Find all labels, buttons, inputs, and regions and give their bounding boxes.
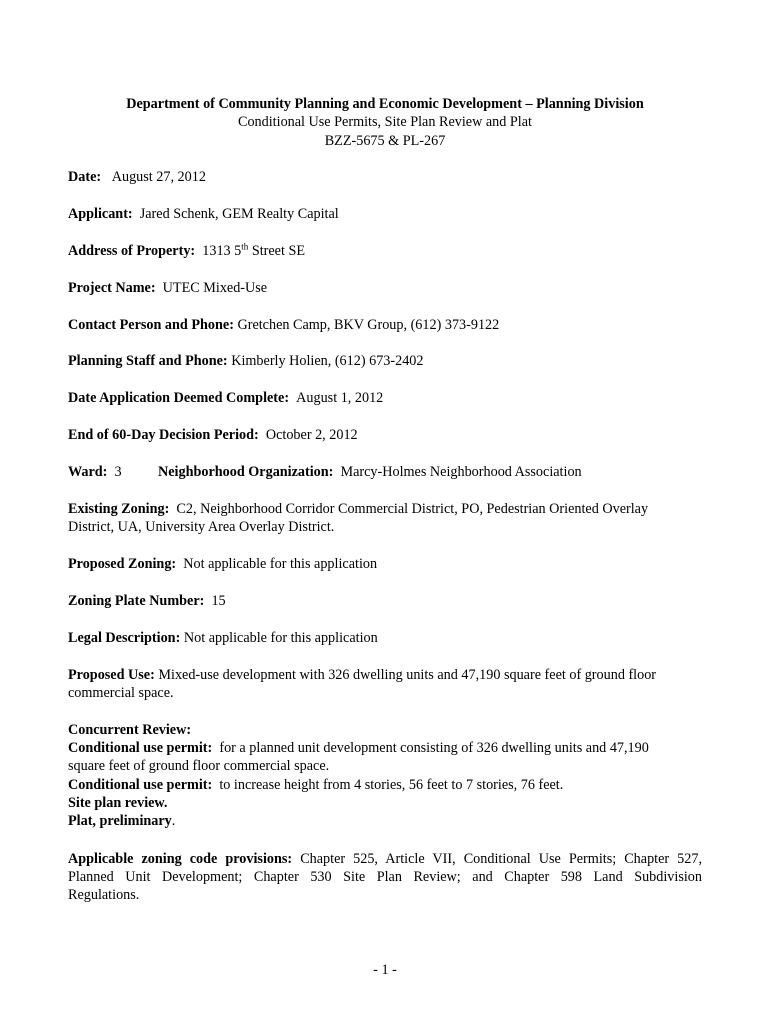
cup1-row [68,739,649,757]
contact-value: Gretchen Camp, BKV Group, (612) 373-9122 [237,317,500,333]
complete-label: Date Application Deemed Complete: [68,390,290,406]
contact-row [68,316,499,334]
existing-zoning-row [68,500,648,518]
neighborhood-value: Marcy-Holmes Neighborhood Association [340,464,582,480]
existing-zoning-line1: C2, Neighborhood Corridor Commercial District, PO, Pedestrian Oriented Overlay [176,501,649,517]
proposed-use-line1: Mixed-use development with 326 dwelling units and 47,190 square feet of ground floor [158,667,657,683]
cup2-label: Conditional use permit: [68,777,213,793]
site-plan-review: Site plan review. [68,795,168,811]
department-title: Department of Community Planning and Economic Development – Planning Division [126,96,644,112]
applicable-line2: Planned Unit Development; Chapter 530 Site Plan Review; and Chapter 598 Land Subdivision [68,869,702,885]
existing-zoning-line2: District, UA, University Area Overlay District. [68,519,335,535]
plat-label: Plat, preliminary [68,813,172,829]
legal-value: Not applicable for this application [183,630,378,646]
proposed-zoning-value: Not applicable for this application [183,556,378,572]
applicable-line1 [68,850,702,868]
neighborhood-row [158,463,582,481]
address-value-post: Street SE [248,243,306,259]
address-label: Address of Property: [68,243,196,259]
legal-row [68,629,378,647]
end60-row [68,426,358,444]
ward-row [68,463,122,481]
address-value-pre: 1313 5 [202,243,242,259]
applicant-row [68,205,339,223]
legal-label: Legal Description: [68,630,181,646]
proposed-use-line2: commercial space. [68,685,174,701]
address-row [68,242,305,260]
cup2-value: to increase height from 4 stories, 56 feet to 7 stories, 76 feet. [219,777,564,793]
proposed-zoning-label: Proposed Zoning: [68,556,177,572]
applicable-line1-text: Chapter 525, Article VII, Conditional Use Permits; Chapter 527, [300,851,703,867]
plat-row [68,812,175,830]
document-subtitle: Conditional Use Permits, Site Plan Review and Plat [238,114,532,130]
ward-label: Ward: [68,464,108,480]
neighborhood-label: Neighborhood Organization: [158,464,334,480]
ward-value: 3 [114,464,122,480]
address-value-sup: th [241,241,249,252]
plate-value: 15 [211,593,226,609]
end60-value: October 2, 2012 [265,427,358,443]
plat-period: . [171,813,176,829]
date-label: Date: [68,169,102,185]
applicant-label: Applicant: [68,206,133,222]
staff-label: Planning Staff and Phone: [68,353,228,369]
page-number: - 1 - [373,962,397,978]
contact-label: Contact Person and Phone: [68,317,234,333]
plate-label: Zoning Plate Number: [68,593,205,609]
project-value: UTEC Mixed-Use [162,280,268,296]
concurrent-heading: Concurrent Review: [68,722,192,738]
date-value: August 27, 2012 [111,169,206,185]
staff-row [68,352,424,370]
staff-value: Kimberly Holien, (612) 673-2402 [231,353,424,369]
end60-label: End of 60-Day Decision Period: [68,427,259,443]
proposed-use-row [68,666,656,684]
applicant-value: Jared Schenk, GEM Realty Capital [139,206,339,222]
applicable-label: Applicable zoning code provisions: [68,851,293,867]
complete-value: August 1, 2012 [296,390,384,406]
date-row [68,168,206,186]
cup1-line1: for a planned unit development consisting of 326 dwelling units and 47,190 [219,740,649,756]
plate-row [68,592,226,610]
proposed-zoning-row [68,555,377,573]
applicable-line3: Regulations. [68,887,140,903]
case-numbers: BZZ-5675 & PL-267 [324,133,446,149]
project-row [68,279,267,297]
cup2-row [68,776,563,794]
complete-row [68,389,383,407]
cup1-line2: square feet of ground floor commercial space. [68,758,330,774]
project-label: Project Name: [68,280,156,296]
cup1-label: Conditional use permit: [68,740,213,756]
proposed-use-label: Proposed Use: [68,667,155,683]
existing-zoning-label: Existing Zoning: [68,501,170,517]
